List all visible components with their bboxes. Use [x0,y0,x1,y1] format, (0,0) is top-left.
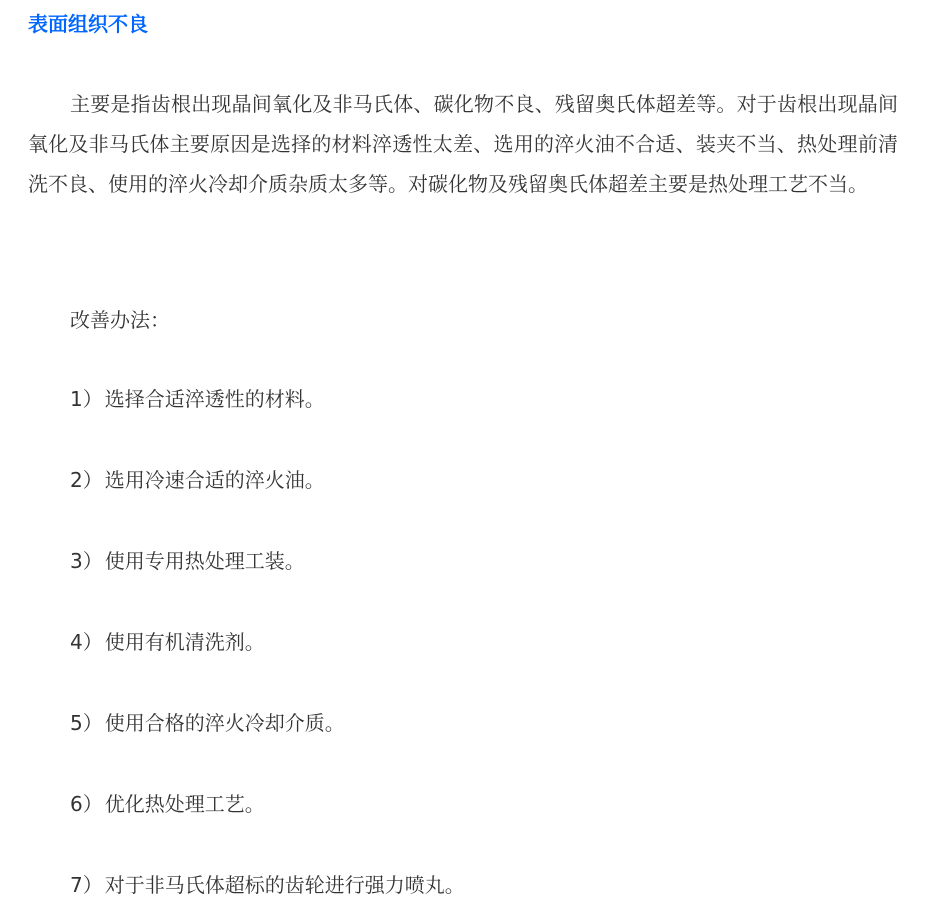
list-item-number: 3） [70,549,103,573]
description-paragraph: 主要是指齿根出现晶间氧化及非马氏体、碳化物不良、残留奥氏体超差等。对于齿根出现晶间氧化及非马氏体主要原因是选择的材料淬透性太差、选用的淬火油不合适、装夹不当、热处理前清洗不良、使用的淬火冷却介质杂质太多等。对碳化物及残留奥氏体超差主要是热处理工艺不当。 [28,92,898,196]
list-item-text: 使用合格的淬火冷却介质。 [104,711,345,735]
list-item [70,384,325,414]
list-item [70,546,305,576]
list-item-text: 优化热处理工艺。 [104,792,265,816]
list-item-number: 2） [70,468,103,492]
list-item [70,627,265,657]
list-item-number: 7） [70,873,103,897]
list-item [70,789,265,819]
list-item-number: 1） [70,387,103,411]
section-title: 表面组织不良 [28,12,148,36]
list-item-text: 选用冷速合适的淬火油。 [104,468,325,492]
list-item [70,870,465,900]
list-item-number: 5） [70,711,103,735]
list-item-text: 使用专用热处理工装。 [104,549,305,573]
list-item-text: 选择合适淬透性的材料。 [104,387,325,411]
list-item [70,708,345,738]
improvement-heading: 改善办法： [70,308,170,332]
list-item [70,465,325,495]
list-item-text: 使用有机清洗剂。 [104,630,265,654]
list-item-text: 对于非马氏体超标的齿轮进行强力喷丸。 [104,873,465,897]
list-item-number: 4） [70,630,103,654]
list-item-number: 6） [70,792,103,816]
